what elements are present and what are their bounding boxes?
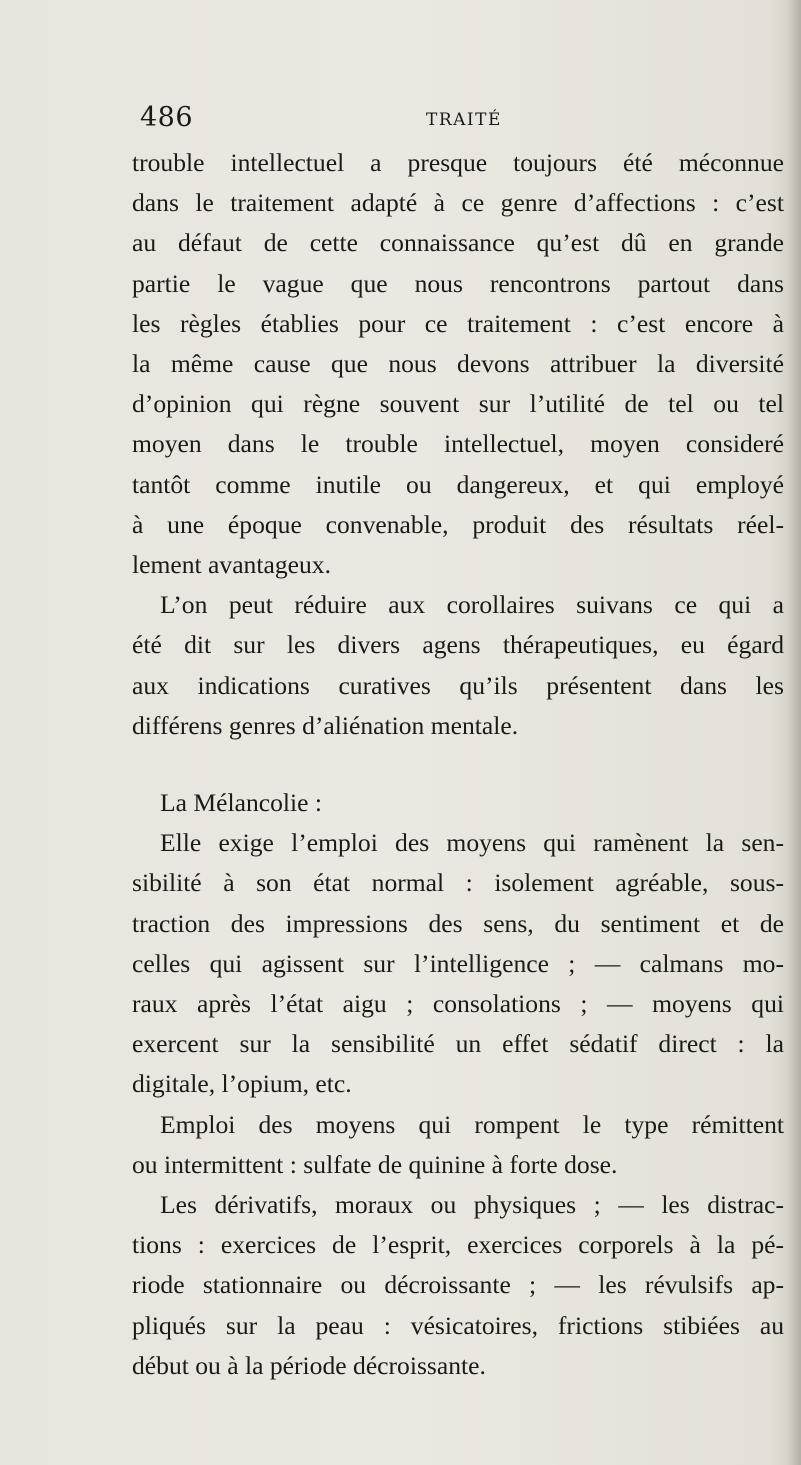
- text-line: début ou à la période décroissante.: [132, 1350, 486, 1380]
- text-line: moyen dans le trouble intellectuel, moyen consideré: [132, 429, 784, 459]
- text-line: exercent sur la sensibilité un effet sédatif direct : la: [132, 1029, 784, 1059]
- text-line: au défaut de cette connaissance qu’est dû en grande: [132, 228, 784, 258]
- text-line: lement avantageux.: [132, 550, 331, 580]
- page-number: 486: [140, 102, 194, 133]
- running-head: TRAITÉ: [426, 110, 502, 130]
- text-line: ou intermittent : sulfate de quinine à forte dose.: [132, 1149, 618, 1179]
- text-line: raux après l’état aigu ; consolations ; — moyens qui: [132, 989, 784, 1019]
- text-line: Elle exige l’emploi des moyens qui ramènent la sen-: [160, 828, 784, 858]
- text-line: la même cause que nous devons attribuer la diversité: [132, 349, 784, 379]
- text-line: digitale, l’opium, etc.: [132, 1069, 352, 1099]
- text-line: d’opinion qui règne souvent sur l’utilité de tel ou tel: [132, 389, 784, 419]
- text-line: tantôt comme inutile ou dangereux, et qui employé: [132, 469, 784, 499]
- text-line: les règles établies pour ce traitement : c’est encore à: [132, 308, 784, 338]
- text-line: différens genres d’aliénation mentale.: [132, 710, 519, 740]
- page-header: [140, 102, 780, 136]
- text-line: sibilité à son état normal : isolement agréable, sous-: [132, 868, 784, 898]
- text-line: Les dérivatifs, moraux ou physiques ; — les distrac-: [160, 1190, 784, 1220]
- text-line: Emploi des moyens qui rompent le type rémittent: [160, 1109, 784, 1139]
- section-gap: [132, 746, 784, 783]
- text-line: été dit sur les divers agens thérapeutiques, eu égard: [132, 630, 784, 660]
- text-line: à une époque convenable, produit des résultats réel-: [132, 509, 784, 539]
- text-line: pliqués sur la peau : vésicatoires, frictions stibiées au: [132, 1310, 784, 1340]
- text-line: traction des impressions des sens, du sentiment et de: [132, 908, 784, 938]
- text-line: celles qui agissent sur l’intelligence ; — calmans mo-: [132, 948, 784, 978]
- text-line: partie le vague que nous rencontrons partout dans: [132, 268, 784, 298]
- text-line: L’on peut réduire aux corollaires suivans ce qui a: [160, 590, 784, 620]
- body-text: [132, 143, 784, 1386]
- page-edge-shadow: [787, 0, 801, 1465]
- text-line: trouble intellectuel a presque toujours été méconnue: [132, 148, 784, 177]
- text-line: dans le traitement adapté à ce genre d’affections : c’est: [132, 188, 784, 218]
- text-line: tions : exercices de l’esprit, exercices corporels à la pé-: [132, 1230, 784, 1260]
- text-line: riode stationnaire ou décroissante ; — les révulsifs ap-: [132, 1270, 784, 1300]
- section-heading: La Mélancolie :: [160, 788, 323, 818]
- text-line: aux indications curatives qu’ils présentent dans les: [132, 670, 784, 700]
